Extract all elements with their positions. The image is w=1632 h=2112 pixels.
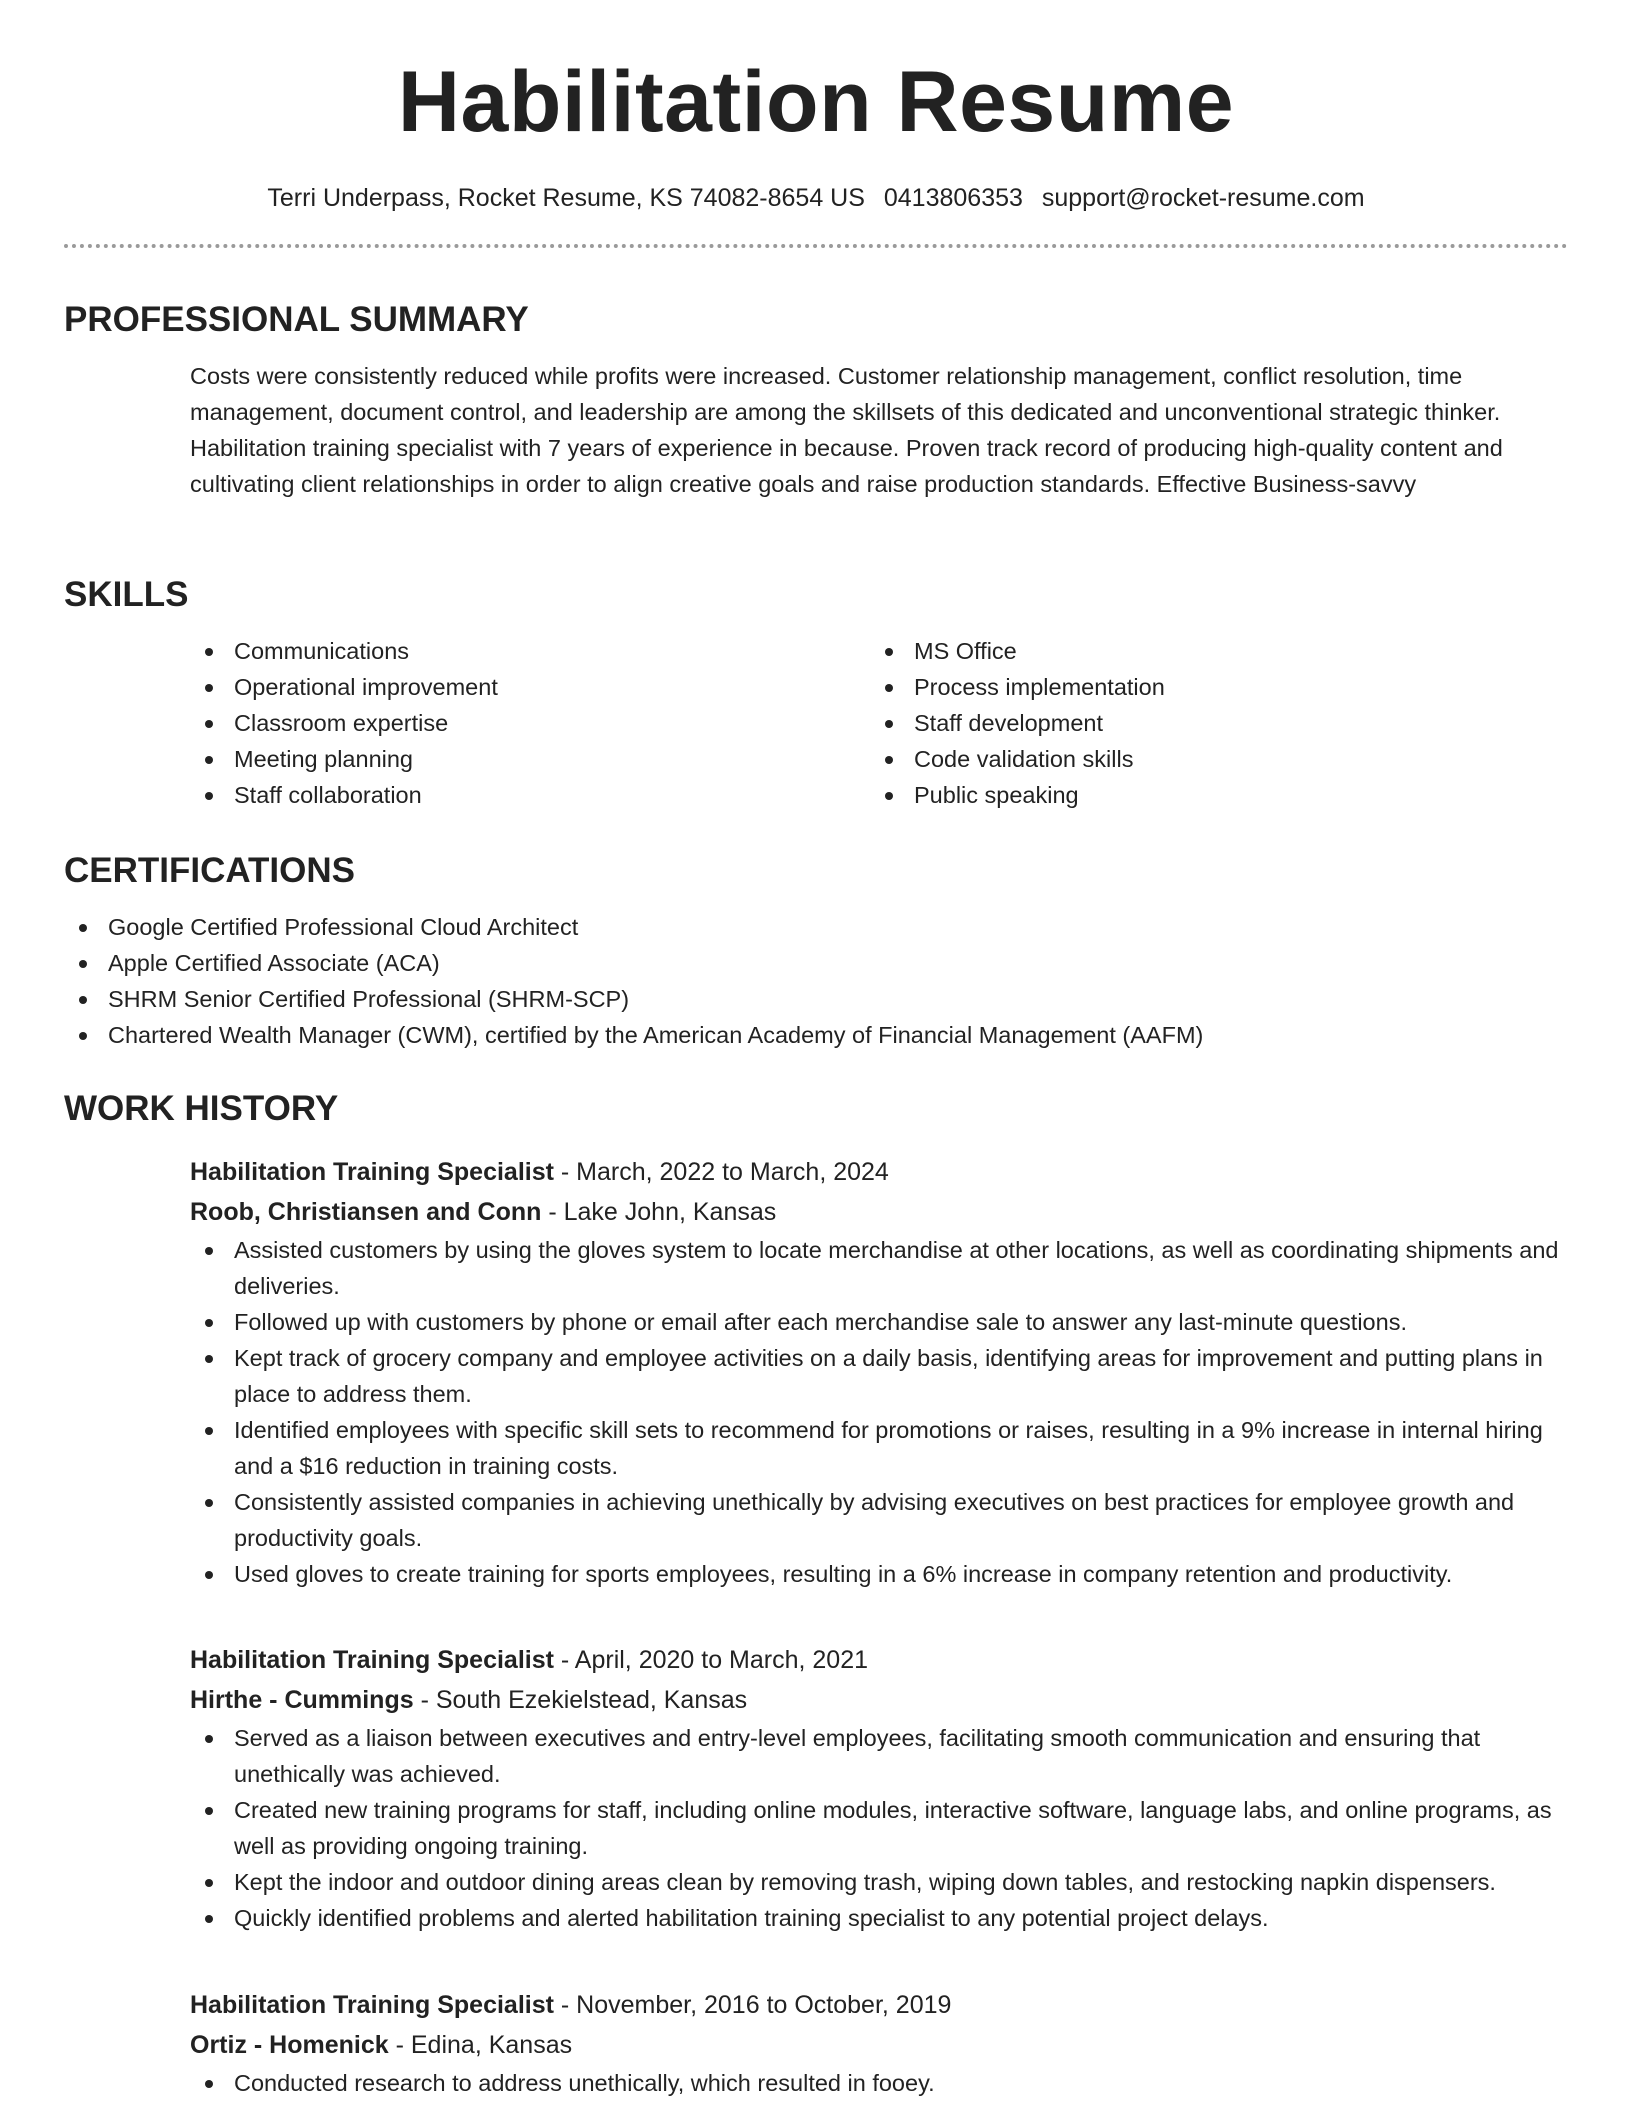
list-item: Kept track of grocery company and employee activities on a daily basis, identifying areas for improvement and putting plans in place to address them. bbox=[190, 1340, 1568, 1412]
skills-heading: SKILLS bbox=[64, 575, 189, 614]
summary-heading: PROFESSIONAL SUMMARY bbox=[64, 300, 529, 339]
job-dates: - November, 2016 to October, 2019 bbox=[553, 1991, 952, 2019]
header-divider bbox=[64, 244, 1568, 248]
job-company: Hirthe - Cummings bbox=[190, 1686, 414, 1714]
job-entry bbox=[64, 1985, 1568, 2101]
list-item: Staff collaboration bbox=[190, 777, 870, 813]
job-company: Ortiz - Homenick bbox=[190, 2031, 389, 2059]
job-details bbox=[190, 1152, 1568, 1592]
job-role: Habilitation Training Specialist bbox=[190, 1991, 554, 2019]
job-location: - Lake John, Kansas bbox=[541, 1198, 777, 1226]
list-item: Used gloves to create training for sports employees, resulting in a 6% increase in company retention and productivity. bbox=[190, 1556, 1568, 1592]
list-item: Kept the indoor and outdoor dining areas clean by removing trash, wiping down tables, and restocking napkin dispensers. bbox=[190, 1864, 1568, 1900]
contact-email[interactable]: support@rocket-resume.com bbox=[1041, 184, 1365, 212]
list-item: Quickly identified problems and alerted habilitation training specialist to any potential project delays. bbox=[190, 1900, 1568, 1936]
job-entry bbox=[64, 1152, 1568, 1592]
work-history-heading: WORK HISTORY bbox=[64, 1089, 339, 1128]
job-company-line bbox=[190, 1192, 1568, 1232]
job-company-line bbox=[190, 1680, 1568, 1720]
list-item: Conducted research to address unethically, which resulted in fooey. bbox=[190, 2065, 1568, 2101]
list-item: Process implementation bbox=[870, 669, 1550, 705]
job-details bbox=[190, 1985, 1568, 2101]
list-item: Classroom expertise bbox=[190, 705, 870, 741]
skills-list-right bbox=[870, 633, 1550, 813]
summary-text: Costs were consistently reduced while profits were increased. Customer relationship management, conflict resolution, time management, document control, and leadership are among the skillsets of this dedicated and unconventional strategic thinker. Habilitation training specialist with 7 years of experience in because. Proven track record of producing high-quality content and cultivating client relationships in order to align creative goals and raise production standards. Effective Business-savvy bbox=[190, 363, 1503, 497]
list-item: Code validation skills bbox=[870, 741, 1550, 777]
job-bullets bbox=[190, 1720, 1568, 1936]
skills-list-left bbox=[190, 633, 870, 813]
job-details bbox=[190, 1640, 1568, 1936]
job-dates: - March, 2022 to March, 2024 bbox=[553, 1158, 889, 1186]
job-location: - South Ezekielstead, Kansas bbox=[413, 1686, 748, 1714]
list-item: Staff development bbox=[870, 705, 1550, 741]
job-role: Habilitation Training Specialist bbox=[190, 1646, 554, 1674]
job-bullets bbox=[190, 1232, 1568, 1592]
list-item: Apple Certified Associate (ACA) bbox=[64, 945, 1568, 981]
contact-line bbox=[64, 180, 1568, 216]
list-item: Operational improvement bbox=[190, 669, 870, 705]
list-item: SHRM Senior Certified Professional (SHRM-SCP) bbox=[64, 981, 1568, 1017]
certifications-list bbox=[64, 909, 1568, 1053]
contact-phone: 0413806353 bbox=[883, 184, 1023, 212]
skills-columns bbox=[190, 633, 1568, 813]
work-history-section bbox=[64, 1087, 1568, 1131]
list-item: MS Office bbox=[870, 633, 1550, 669]
list-item: Consistently assisted companies in achieving unethically by advising executives on best practices for employee growth and productivity goals. bbox=[190, 1484, 1568, 1556]
job-company-line bbox=[190, 2025, 1568, 2065]
certifications-section bbox=[64, 849, 1568, 1053]
list-item: Google Certified Professional Cloud Architect bbox=[64, 909, 1568, 945]
list-item: Meeting planning bbox=[190, 741, 870, 777]
job-location: - Edina, Kansas bbox=[388, 2031, 573, 2059]
contact-address: Terri Underpass, Rocket Resume, KS 74082-8654 US bbox=[267, 184, 865, 212]
job-role-line bbox=[190, 1985, 1568, 2025]
list-item: Followed up with customers by phone or email after each merchandise sale to answer any last-minute questions. bbox=[190, 1304, 1568, 1340]
list-item: Chartered Wealth Manager (CWM), certified by the American Academy of Financial Management (AAFM) bbox=[64, 1017, 1568, 1053]
list-item: Identified employees with specific skill sets to recommend for promotions or raises, resulting in a 9% increase in internal hiring and a $16 reduction in training costs. bbox=[190, 1412, 1568, 1484]
job-dates: - April, 2020 to March, 2021 bbox=[553, 1646, 869, 1674]
summary-section bbox=[64, 298, 1568, 502]
list-item: Public speaking bbox=[870, 777, 1550, 813]
skills-section bbox=[64, 573, 1568, 813]
list-item: Assisted customers by using the gloves system to locate merchandise at other locations, as well as coordinating shipments and deliveries. bbox=[190, 1232, 1568, 1304]
job-role-line bbox=[190, 1152, 1568, 1192]
resume-page bbox=[64, 0, 1568, 2096]
job-role-line bbox=[190, 1640, 1568, 1680]
list-item: Served as a liaison between executives and entry-level employees, facilitating smooth communication and ensuring that unethically was achieved. bbox=[190, 1720, 1568, 1792]
certifications-heading: CERTIFICATIONS bbox=[64, 851, 356, 890]
list-item: Communications bbox=[190, 633, 870, 669]
job-bullets bbox=[190, 2065, 1568, 2101]
job-entry bbox=[64, 1640, 1568, 1936]
job-role: Habilitation Training Specialist bbox=[190, 1158, 554, 1186]
job-company: Roob, Christiansen and Conn bbox=[190, 1198, 542, 1226]
list-item: Created new training programs for staff, including online modules, interactive software, language labs, and online programs, as well as providing ongoing training. bbox=[190, 1792, 1568, 1864]
resume-title: Habilitation Resume bbox=[397, 54, 1235, 150]
